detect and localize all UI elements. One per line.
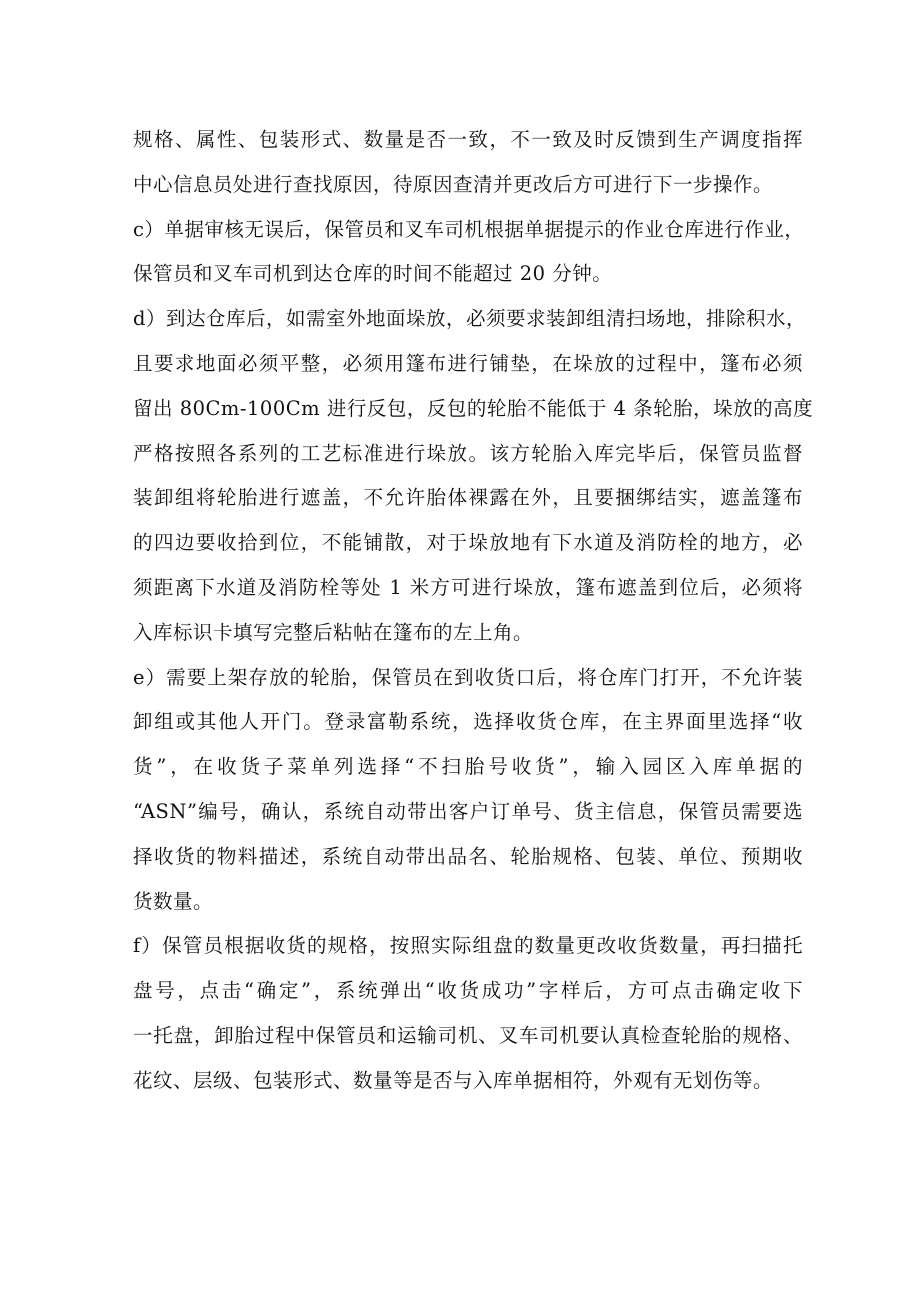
text-line: d）到达仓库后，如需室外地面垛放，必须要求装卸组清扫场地，排除积水，: [133, 307, 806, 331]
text-line: 盘号，点击“确定”，系统弹出“收货成功”字样后，方可点击确定收下: [133, 979, 803, 1003]
text-line: c）单据审核无误后，保管员和叉车司机根据单据提示的作业仓库进行作业，: [133, 217, 805, 241]
text-line: 留出 80Cm-100Cm 进行反包，反包的轮胎不能低于 4 条轮胎，垛放的高度: [133, 396, 814, 420]
paragraph-f: [133, 924, 803, 1103]
text-line: 严格按照各系列的工艺标准进行垛放。该方轮胎入库完毕后，保管员监督: [133, 441, 803, 465]
paragraph-c: [133, 208, 803, 298]
text-line: 规格、属性、包装形式、数量是否一致，不一致及时反馈到生产调度指挥: [133, 128, 803, 151]
text-line: 花纹、层级、包装形式、数量等是否与入库单据相符，外观有无划伤等。: [133, 1068, 774, 1092]
text-line: 的四边要收拾到位，不能铺散，对于垛放地有下水道及消防栓的地方，必: [133, 531, 803, 555]
document-body: [133, 118, 814, 1104]
text-line: 须距离下水道及消防栓等处 1 米方可进行垛放，篷布遮盖到位后，必须将: [133, 575, 803, 599]
text-line: 货数量。: [133, 889, 214, 913]
text-line: 装卸组将轮胎进行遮盖，不允许胎体裸露在外，且要捆绑结实，遮盖篷布: [133, 486, 803, 510]
text-line: 入库标识卡填写完整后粘帖在篷布的左上角。: [133, 620, 534, 644]
paragraph-d: [133, 297, 814, 655]
text-line: “ASN”编号，确认，系统自动带出客户订单号、货主信息，保管员需要选: [133, 799, 803, 823]
text-line: 货”，在收货子菜单列选择“不扫胎号收货”，输入园区入库单据的: [133, 755, 803, 779]
text-line: 一托盘，卸胎过程中保管员和运输司机、叉车司机要认真检查轮胎的规格、: [133, 1023, 803, 1047]
paragraph-e: [133, 656, 803, 925]
text-line: 保管员和叉车司机到达仓库的时间不能超过 20 分钟。: [133, 262, 613, 286]
text-line: 且要求地面必须平整，必须用篷布进行铺垫，在垛放的过程中，篷布必须: [133, 351, 803, 375]
text-line: 择收货的物料描述，系统自动带出品名、轮胎规格、包装、单位、预期收: [133, 844, 803, 868]
text-line: e）需要上架存放的轮胎，保管员在到收货口后，将仓库门打开，不允许装: [133, 665, 803, 689]
paragraph-continuation: [133, 118, 803, 208]
text-line: 卸组或其他人开门。登录富勒系统，选择收货仓库，在主界面里选择“收: [133, 710, 803, 734]
text-line: f）保管员根据收货的规格，按照实际组盘的数量更改收货数量，再扫描托: [133, 934, 803, 958]
text-line: 中心信息员处进行查找原因，待原因查清并更改后方可进行下一步操作。: [133, 172, 774, 196]
